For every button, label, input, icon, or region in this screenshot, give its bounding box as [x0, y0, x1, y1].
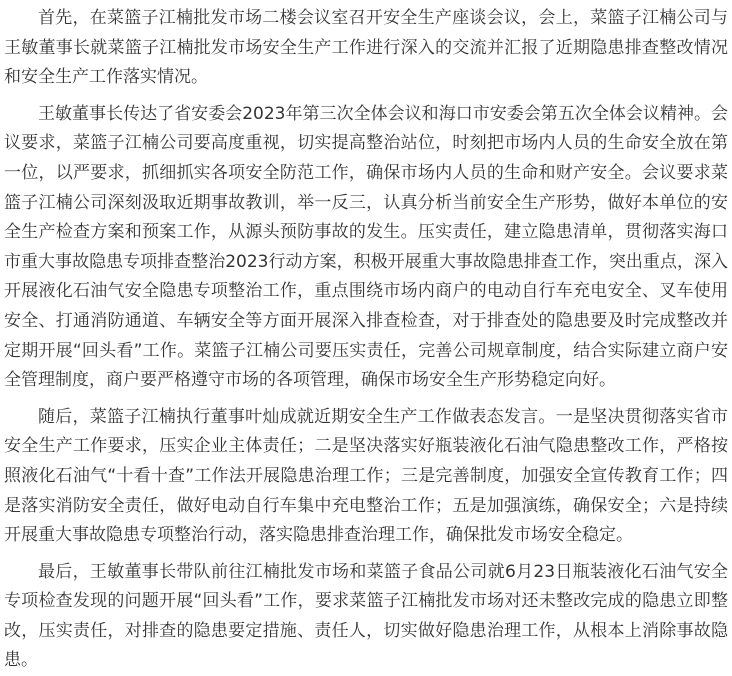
paragraph-meeting-requirements: 王敏董事长传达了省安委会2023年第三次全体会议和海口市安委会第五次全体会议精神。会议要求，菜篮子江楠公司要高度重视，切实提高整治站位，时刻把市场内人员的生命安全放在第一位，以严要求，抓细抓实各项安全防范工作，确保市场内人员的生命和财产安全。会议要求菜篮子江楠公司深刻汲取近期事故教训，举一反三，认真分析当前安全生产形势，做好本单位的安全生产检查方案和预案工作，从源头预防事故的发生。压实责任，建立隐患清单，贯彻落实海口市重大事故隐患专项排查整治2023行动方案，积极开展重大事故隐患排查工作，突出重点，深入开展液化石油气安全隐患专项整治工作，重点围绕市场内商户的电动自行车充电安全、叉车使用安全、打通消防通道、车辆安全等方面开展深入排查检查，对于排查处的隐患要及时完成整改并定期开展“回头看”工作。菜篮子江楠公司要压实责任，完善公司规章制度，结合实际建立商户安全管理制度，商户要严格遵守市场的各项管理，确保市场安全生产形势稳定向好。 [4, 103, 728, 391]
paragraph-opening: 首先，在菜篮子江楠批发市场二楼会议室召开安全生产座谈会议，会上，菜篮子江楠公司与王敏董事长就菜篮子江楠批发市场安全生产工作进行深入的交流并汇报了近期隐患排查整改情况和安全生产工作落实情况。 [4, 8, 728, 88]
article-body [4, 4, 728, 676]
paragraph-statement: 随后，菜篮子江楠执行董事叶灿成就近期安全生产工作做表态发言。一是坚决贯彻落实省市安全生产工作要求，压实企业主体责任；二是坚决落实好瓶装液化石油气隐患整改工作，严格按照液化石油气“十看十查”工作法开展隐患治理工作；三是完善制度，加强安全宣传教育工作；四是落实消防安全责任，做好电动自行车集中充电整治工作；五是加强演练，确保安全；六是持续开展重大事故隐患专项整治行动，落实隐患排查治理工作，确保批发市场安全稳定。 [4, 406, 728, 546]
paragraph-closing: 最后，王敏董事长带队前往江楠批发市场和菜篮子食品公司就6月23日瓶装液化石油气安全专项检查发现的问题开展“回头看”工作，要求菜篮子江楠批发市场对还未整改完成的隐患立即整改，压实责任，对排查的隐患要定措施、责任人，切实做好隐患治理工作，从根本上消除事故隐患。 [4, 561, 728, 671]
